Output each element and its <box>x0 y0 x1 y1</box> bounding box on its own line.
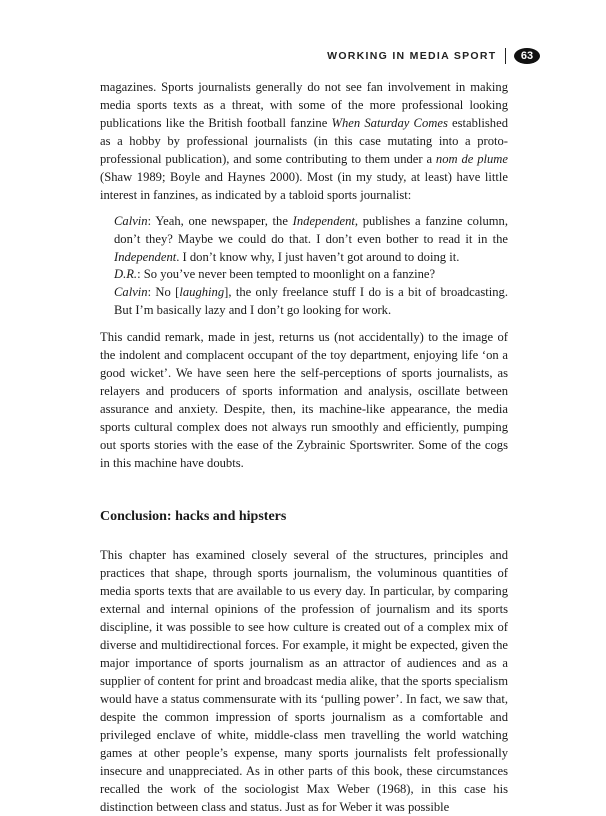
page-number-badge: 63 <box>514 48 540 64</box>
text-run: (Shaw 1989; Boyle and Haynes 2000). Most (in my study, at least) have little interest in fanzines, as indicated by a tabloid sports journalist: <box>100 170 508 202</box>
text-run: : No [ <box>147 285 180 300</box>
italic-title: When Saturday Comes <box>331 116 448 130</box>
interview-quote <box>114 213 508 320</box>
italic-title: Independent <box>292 214 355 228</box>
speaker-name: Calvin <box>114 285 148 300</box>
paragraph-conclusion: This chapter has examined closely several of the structures, principles and practices that shape, through sports journalism, the voluminous quantities of media sports texts that are available to us every day. In particular, by comparing external and internal opinions of the profession of journalism and its sports discipline, it was possible to see how culture is created out of a complex mix of diverse and multidirectional forces. For example, it might be expected, given the major importance of sports journalism as an attractor of audiences and as a supplier of content for print and broadcast media alike, that the sports specialism would have a status commensurate with its ‘pulling power’. In fact, we saw that, despite the common impression of sports journalism as a comfortable and privileged enclave of white, middle-class men travelling the world watching games at other people’s expense, many sports journalists felt professionally insecure and unappreciated. As in other parts of this book, these circumstances recalled the work of the sociologist Max Weber (1968), in this case his distinction between class and status. Just as for Weber it was possible <box>100 547 508 814</box>
quote-turn-calvin-2 <box>114 284 508 320</box>
quote-turn-interviewer <box>114 266 508 284</box>
italic-title: Independent <box>114 249 177 264</box>
section-heading: Conclusion: hacks and hipsters <box>100 508 287 524</box>
speaker-name: Calvin <box>114 214 148 228</box>
running-head-divider <box>505 48 507 64</box>
quote-turn-calvin-1 <box>114 213 508 266</box>
text-run: established as a hobby by professional journalists (in this case mutating into a proto-professional publication), and some contributing to them under a <box>100 116 508 166</box>
text-run: , publishes a fanzine column, don’t they? Maybe we could do that. I don’t even bother to read it in the <box>114 214 509 246</box>
page-body <box>100 78 508 816</box>
text-run: : So you’ve never been tempted to moonlight on a fanzine? <box>137 267 436 282</box>
text-run: . I don’t know why, I just haven’t got around to doing it. <box>176 249 460 264</box>
speaker-name: D.R. <box>114 267 138 282</box>
italic-phrase: nom de plume <box>435 152 508 166</box>
running-head-title: WORKING IN MEDIA SPORT <box>327 50 497 62</box>
paragraph-fanzines <box>100 78 508 204</box>
text-run: ], the only freelance stuff I do is a bit of broadcasting. But I’m basically lazy and I don’t go looking for work. <box>114 285 508 317</box>
running-head <box>327 48 540 64</box>
text-run: : Yeah, one newspaper, the <box>147 214 293 228</box>
text-run: magazines. Sports journalists generally do not see fan involvement in making media sports texts as a threat, with some of the more professional looking publications like the British football fanzine <box>100 80 508 130</box>
italic-stage-direction: laughing <box>179 285 225 300</box>
paragraph-candid-remark: This candid remark, made in jest, returns us (not accidentally) to the image of the indolent and complacent occupant of the toy department, enjoying life ‘on a good wicket’. We have seen here the self-perceptions of sports journalists, as relayers and producers of sports information and analysis, oscillate between assurance and anxiety. Despite, then, its machine-like appearance, the media sports cultural complex does not always run smoothly and efficiently, pumping out sports stories with the ease of the Zybrainic Sportswriter. Some of the cogs in this machine have doubts. <box>100 329 508 470</box>
